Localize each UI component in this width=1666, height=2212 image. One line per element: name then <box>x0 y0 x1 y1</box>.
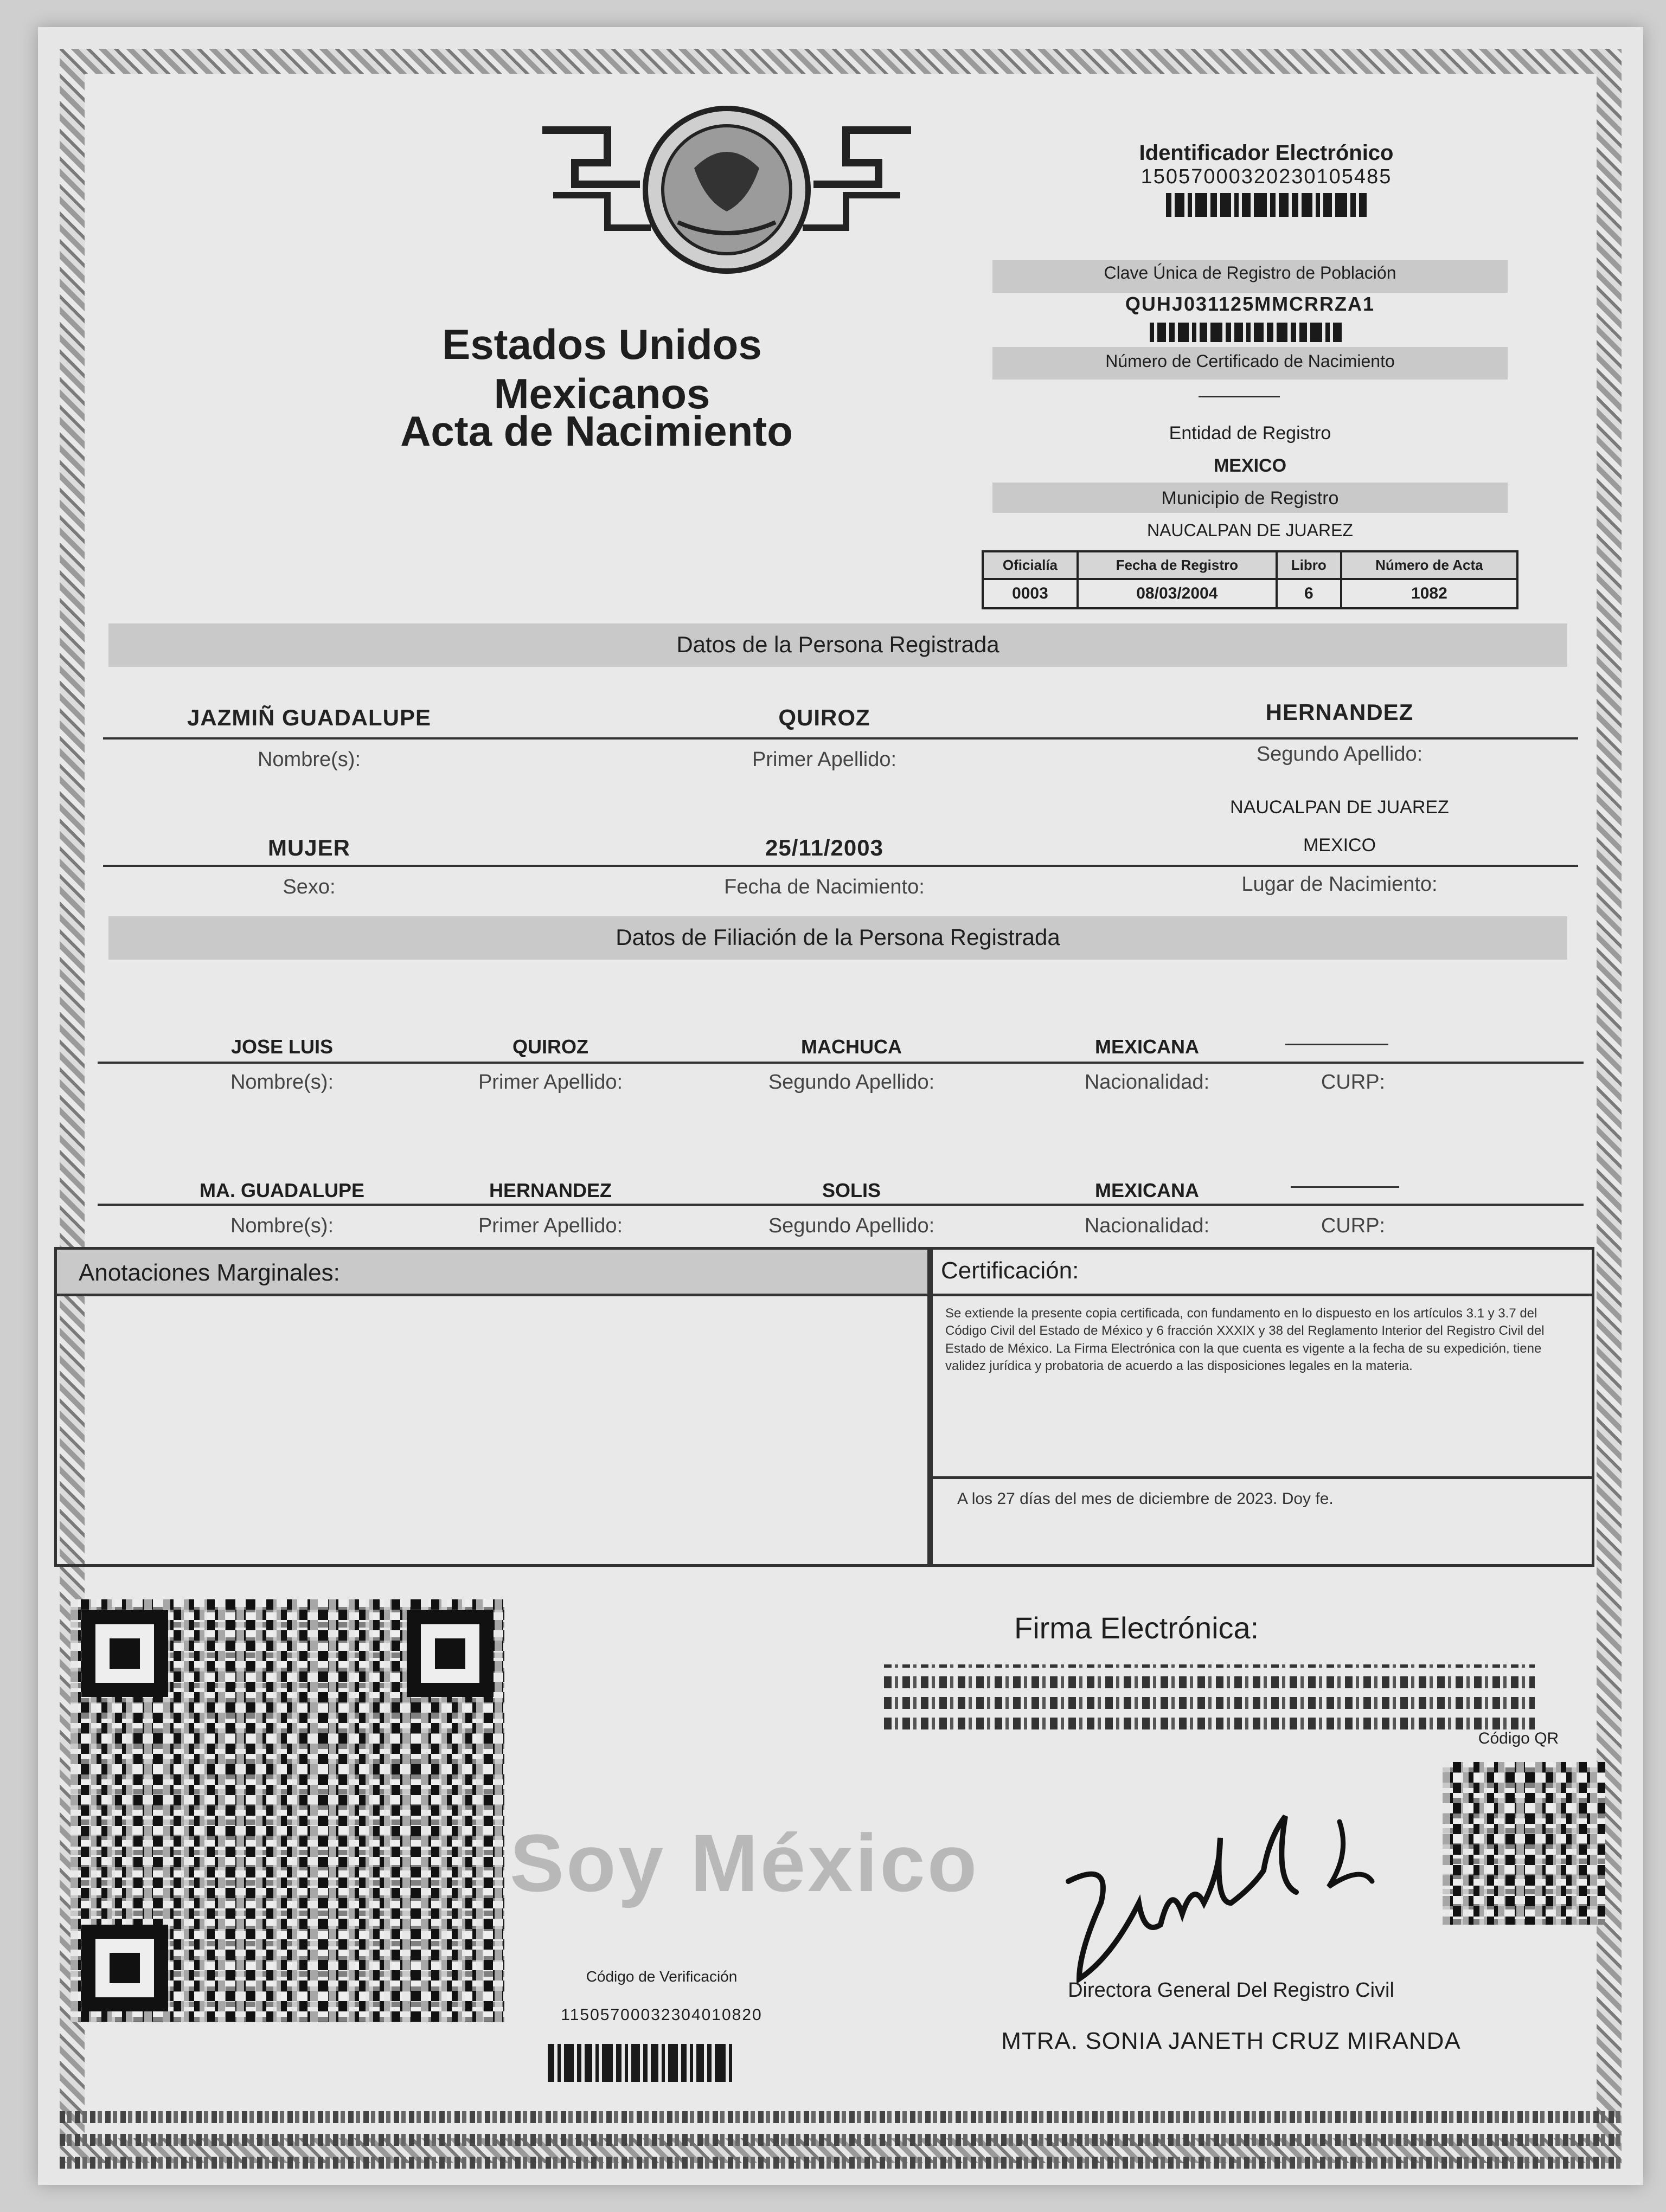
person-section-title: Datos de la Persona Registrada <box>676 632 999 657</box>
person-nombre: JAZMIÑ GUADALUPE <box>187 705 431 730</box>
parent2-nombre-label: Nombre(s): <box>230 1214 334 1237</box>
parent1-nacionalidad: MEXICANA <box>1094 1036 1199 1058</box>
verif-value: 11505700032304010820 <box>561 2006 762 2024</box>
parent2-curp-label: CURP: <box>1321 1214 1386 1237</box>
fecha-nacimiento-label: Fecha de Nacimiento: <box>724 876 925 898</box>
qr-finder-icon <box>81 1610 168 1697</box>
lugar-municipio: NAUCALPAN DE JUAREZ <box>1230 797 1449 818</box>
handwritten-signature <box>1036 1778 1415 1984</box>
certificado-label: Número de Certificado de Nacimiento <box>1105 351 1395 371</box>
registry-table <box>982 550 1518 609</box>
parent1-primer-label: Primer Apellido: <box>478 1071 623 1094</box>
certificacion-title: Certificación: <box>930 1250 1592 1296</box>
verification-barcode <box>548 2044 732 2082</box>
parent1-nombre-label: Nombre(s): <box>230 1071 334 1094</box>
td-oficialia: 0003 <box>983 579 1078 608</box>
filiation-section-title: Datos de Filiación de la Persona Registrada <box>616 924 1060 950</box>
person-primer-apellido: QUIROZ <box>778 705 870 730</box>
qr-finder-icon <box>81 1925 168 2011</box>
parent1-nacionalidad-label: Nacionalidad: <box>1084 1071 1210 1094</box>
qr-label: Código QR <box>1478 1729 1559 1747</box>
footer-legal-text <box>60 2104 1622 2169</box>
country-title: Estados Unidos Mexicanos <box>442 320 762 417</box>
municipio-value: NAUCALPAN DE JUAREZ <box>1147 520 1353 540</box>
watermark-text: Soy México <box>510 1817 979 1908</box>
parent2-segundo-apellido: SOLIS <box>822 1179 881 1201</box>
parent2-primer-apellido: HERNANDEZ <box>489 1179 612 1201</box>
firma-title: Firma Electrónica: <box>1014 1611 1259 1645</box>
segundo-apellido-label: Segundo Apellido: <box>1256 743 1423 766</box>
parent1-curp-label: CURP: <box>1321 1071 1386 1094</box>
parent1-segundo-label: Segundo Apellido: <box>768 1071 935 1094</box>
marginal-annotations-box <box>54 1247 933 1567</box>
nombre-label: Nombre(s): <box>257 748 361 771</box>
td-libro: 6 <box>1277 579 1341 608</box>
parent2-nombre: MA. GUADALUPE <box>200 1179 364 1201</box>
sexo-label: Sexo: <box>283 876 336 898</box>
parent2-nacionalidad: MEXICANA <box>1094 1179 1199 1201</box>
certification-text: Se extiende la presente copia certificada, con fundamento en lo dispuesto en los artículos 3.1 y 3.7 del Código Civil del Estado de México y 6 fracción XXXIX y 38 del Reglamento Interior del Registro Civil del Estado de México. La Firma Electrónica con la que cuenta es vigente a la fecha de su expedición, tiene validez jurídica y probatoria de acuerdo a las disposiciones legales en la materia. <box>930 1296 1592 1479</box>
parent1-nombre: JOSE LUIS <box>230 1036 334 1058</box>
person-segundo-apellido: HERNANDEZ <box>1265 699 1414 725</box>
national-seal-emblem <box>531 87 922 282</box>
entidad-value: MEXICO <box>1213 455 1287 476</box>
lugar-nacimiento-label: Lugar de Nacimiento: <box>1241 873 1438 896</box>
curp-barcode <box>1150 323 1342 342</box>
signer-role: Directora General Del Registro Civil <box>1068 1979 1394 2002</box>
barcode <box>1036 193 1497 217</box>
th-oficialia: Oficialía <box>983 551 1078 579</box>
person-sexo: MUJER <box>267 835 351 860</box>
td-fecha-registro: 08/03/2004 <box>1078 579 1277 608</box>
parent1-primer-apellido: QUIROZ <box>512 1036 588 1058</box>
th-fecha-registro: Fecha de Registro <box>1078 551 1277 579</box>
document-sheet <box>38 27 1643 2185</box>
id-electronico-value: 15057000320230105485 <box>1140 165 1392 188</box>
person-fecha-nacimiento: 25/11/2003 <box>765 835 883 860</box>
signer-name: MTRA. SONIA JANETH CRUZ MIRANDA <box>1001 2028 1461 2054</box>
qr-finder-icon <box>407 1610 494 1697</box>
th-libro: Libro <box>1277 551 1341 579</box>
lugar-estado: MEXICO <box>1303 835 1376 856</box>
marginal-title: Anotaciones Marginales: <box>57 1250 930 1296</box>
parent2-segundo-label: Segundo Apellido: <box>768 1214 935 1237</box>
id-electronico-label: Identificador Electrónico <box>1139 141 1394 165</box>
certification-box <box>927 1247 1594 1567</box>
electronic-signature-string <box>884 1664 1535 1729</box>
curp-label: Clave Única de Registro de Población <box>1104 263 1396 282</box>
document-title: Acta de Nacimiento <box>400 407 793 455</box>
verif-label: Código de Verificación <box>586 1968 738 1985</box>
curp-value: QUHJ031125MMCRRZA1 <box>1125 293 1375 315</box>
parent2-nacionalidad-label: Nacionalidad: <box>1084 1214 1210 1237</box>
identifiers-block <box>1036 141 1497 217</box>
municipio-label: Municipio de Registro <box>1161 488 1339 509</box>
td-numero-acta: 1082 <box>1341 579 1517 608</box>
entidad-label: Entidad de Registro <box>1169 423 1331 443</box>
parent1-segundo-apellido: MACHUCA <box>801 1036 902 1058</box>
small-qr-code <box>1443 1762 1605 1925</box>
certification-date: A los 27 días del mes de diciembre de 2023. Doy fe. <box>957 1490 1334 1508</box>
parent2-primer-label: Primer Apellido: <box>478 1214 623 1237</box>
th-numero-acta: Número de Acta <box>1341 551 1517 579</box>
primer-apellido-label: Primer Apellido: <box>752 748 897 771</box>
